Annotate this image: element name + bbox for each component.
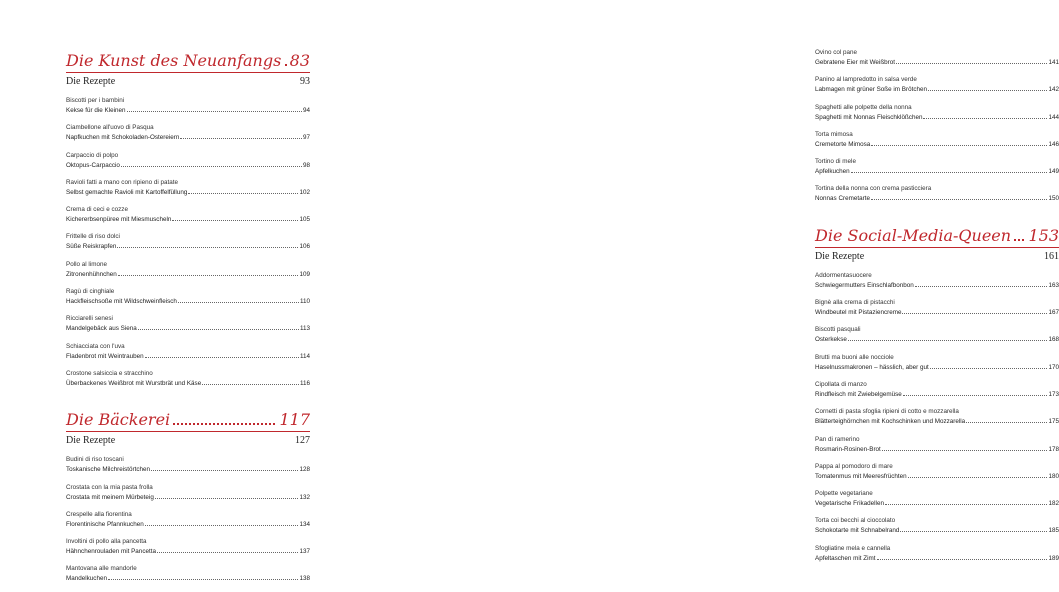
- entry-german-line: [815, 390, 1059, 400]
- entry-italian-title: Cornetti di pasta sfoglia ripieni di cotto e mozzarella: [815, 408, 959, 416]
- entry-leader-dots: [877, 559, 1048, 560]
- toc-entry[interactable]: [815, 184, 1059, 204]
- entry-german-line: [815, 554, 1059, 564]
- entry-page-number: 137: [299, 548, 310, 556]
- entry-leader-dots: [966, 422, 1047, 423]
- entry-german-line: [815, 85, 1059, 95]
- entry-german-line: [815, 417, 1059, 427]
- entry-german-line: [66, 465, 310, 475]
- entry-german-title: Tomatenmus mit Meeresfrüchten: [815, 472, 907, 480]
- entry-german-title: Gebratene Eier mit Weißbrot: [815, 59, 896, 66]
- rezepte-label: Die Rezepte: [66, 435, 116, 447]
- section-spacer: [66, 396, 310, 407]
- entry-german-title: Kekse für die Kleinen: [66, 107, 126, 114]
- entry-page-number: 185: [1048, 527, 1059, 535]
- section-title-text: Die Social-Media-Queen: [815, 225, 1012, 245]
- entry-german-line: [815, 445, 1059, 455]
- section-title-text: Die Bäckerei: [66, 410, 171, 430]
- entry-german-line: [815, 113, 1059, 123]
- entry-german-line: [66, 215, 310, 225]
- entry-leader-dots: [108, 579, 299, 580]
- entry-italian-title: Polpette vegetariane: [815, 490, 873, 498]
- entry-german-line: [815, 58, 1059, 68]
- entry-leader-dots: [145, 357, 299, 358]
- entry-german-line: [66, 270, 310, 280]
- toc-entry[interactable]: [815, 544, 1059, 564]
- entry-leader-dots: [915, 286, 1048, 287]
- rezepte-label: Die Rezepte: [66, 76, 116, 87]
- entry-leader-dots: [151, 470, 298, 471]
- entry-leader-dots: [121, 166, 302, 167]
- entry-german-title: Schokotarte mit Schnabelrand: [815, 527, 900, 535]
- toc-entry[interactable]: [815, 103, 1059, 123]
- entry-german-line: [815, 335, 1059, 345]
- entry-german-line: [815, 472, 1059, 482]
- section-title: [66, 48, 310, 70]
- entry-german-title: Nonnas Cremetarte: [815, 195, 870, 203]
- entry-german-line: [815, 308, 1059, 318]
- entry-page-number: 189: [1048, 554, 1059, 562]
- rezepte-header: [66, 76, 310, 87]
- entry-german-title: Florentinische Pfannkuchen: [66, 520, 144, 528]
- entry-german-title: Rosmarin-Rosinen-Brot: [815, 445, 881, 453]
- entry-german-title: Vegetarische Frikadellen: [815, 500, 884, 508]
- entry-page-number: 170: [1048, 363, 1059, 371]
- entry-leader-dots: [127, 111, 302, 112]
- entry-italian-title: Biscotti per i bambini: [66, 97, 125, 104]
- entry-page-number: 106: [299, 243, 310, 251]
- entry-german-line: [66, 188, 310, 198]
- entry-german-line: [66, 493, 310, 503]
- section-divider: [66, 72, 310, 73]
- entry-german-title: Selbst gemachte Ravioli mit Kartoffelfüllung: [66, 188, 188, 196]
- entry-german-line: [815, 281, 1059, 291]
- entry-leader-dots: [180, 138, 302, 139]
- toc-entry[interactable]: [815, 435, 1059, 455]
- section-title-text: Die Kunst des Neuanfangs: [66, 51, 282, 70]
- entry-page-number: 168: [1048, 336, 1059, 344]
- entry-leader-dots: [138, 329, 299, 330]
- entry-german-title: Rindfleisch mit Zwiebelgemüse: [815, 390, 902, 398]
- entry-german-title: Toskanische Milchreistörtchen: [66, 466, 150, 474]
- toc-entry[interactable]: [815, 462, 1059, 482]
- entry-italian-title: Frittelle di riso dolci: [66, 233, 120, 241]
- entry-page-number: 173: [1048, 390, 1059, 398]
- entry-leader-dots: [871, 145, 1047, 146]
- toc-entry[interactable]: [815, 325, 1059, 345]
- toc-entry[interactable]: [815, 271, 1059, 291]
- entry-page-number: 141: [1048, 59, 1059, 66]
- toc-entry[interactable]: [66, 510, 310, 530]
- entry-leader-dots: [155, 498, 299, 499]
- entry-italian-title: Biscotti pasquali: [815, 326, 861, 334]
- entry-page-number: 149: [1048, 168, 1059, 176]
- entry-leader-dots: [896, 63, 1047, 64]
- entry-german-title: Hackfleischsoße mit Wildschweinfleisch: [66, 298, 177, 306]
- toc-entry[interactable]: [815, 298, 1059, 318]
- entry-italian-title: Ciambellone all'uovo di Pasqua: [66, 124, 154, 132]
- entry-german-line: [815, 140, 1059, 150]
- entry-german-line: [815, 526, 1059, 536]
- toc-entry[interactable]: [815, 130, 1059, 150]
- toc-entry[interactable]: [66, 537, 310, 557]
- entry-german-title: Zitronenhühnchen: [66, 270, 117, 278]
- toc-entry[interactable]: [66, 123, 310, 143]
- entry-german-line: [815, 363, 1059, 373]
- section-divider: [66, 431, 310, 432]
- entry-page-number: 167: [1048, 309, 1059, 317]
- entry-leader-dots: [851, 172, 1048, 173]
- entry-page-number: 150: [1048, 195, 1059, 203]
- entry-german-title: Crostata mit meinem Mürbeteig: [66, 493, 154, 501]
- entry-italian-title: Torta coi becchi al cioccolato: [815, 517, 896, 525]
- entry-leader-dots: [145, 525, 299, 526]
- entry-german-title: Blätterteighörnchen mit Kochschinken und Mozzarella: [815, 418, 966, 426]
- entry-page-number: 114: [299, 352, 310, 360]
- entry-page-number: 163: [1048, 281, 1059, 289]
- toc-entry[interactable]: [66, 287, 310, 307]
- entry-italian-title: Addormentasuocere: [815, 271, 872, 279]
- section-spacer: [815, 212, 1059, 223]
- entry-page-number: 116: [299, 379, 310, 387]
- entry-leader-dots: [882, 450, 1048, 451]
- entry-german-title: Schwiegermutters Einschlafbonbon: [815, 281, 914, 289]
- entry-leader-dots: [157, 552, 299, 553]
- entry-italian-title: Ravioli fatti a mano con ripieno di patate: [66, 178, 179, 186]
- entry-page-number: 138: [299, 575, 310, 583]
- rezepte-page: 127: [295, 435, 310, 447]
- toc-entry[interactable]: [66, 232, 310, 252]
- entry-german-title: Haselnussmakronen – hässlich, aber gut: [815, 363, 929, 371]
- entry-page-number: 102: [299, 188, 310, 196]
- section-divider: [815, 247, 1059, 248]
- rezepte-header: [815, 251, 1059, 262]
- entry-german-title: Mandelkuchen: [66, 575, 107, 583]
- right-toc-column: [815, 48, 1059, 571]
- toc-entry[interactable]: [815, 75, 1059, 95]
- entry-page-number: 132: [299, 493, 310, 501]
- entry-german-line: [66, 297, 310, 307]
- left-toc-column: [66, 48, 310, 592]
- entry-leader-dots: [848, 340, 1048, 341]
- section-title: [815, 223, 1059, 245]
- entry-german-line: [66, 520, 310, 530]
- section-title: [66, 407, 310, 429]
- entry-german-line: [66, 324, 310, 334]
- entry-italian-title: Schiacciata con l'uva: [66, 342, 125, 350]
- entry-page-number: 134: [299, 520, 310, 528]
- toc-entry[interactable]: [66, 455, 310, 475]
- entry-german-line: [66, 106, 310, 116]
- entry-leader-dots: [172, 220, 298, 221]
- entry-german-title: Überbackenes Weißbrot mit Wurstbrät und Käse: [66, 379, 202, 387]
- entry-leader-dots: [117, 247, 298, 248]
- entry-italian-title: Cipollata di manzo: [815, 380, 867, 388]
- entry-german-line: [66, 133, 310, 143]
- entry-page-number: 97: [302, 134, 310, 142]
- entry-german-title: Windbeutel mit Pistaziencreme: [815, 309, 902, 317]
- entry-italian-title: Tortina della nonna con crema pasticciera: [815, 185, 932, 193]
- entry-leader-dots: [188, 193, 298, 194]
- toc-entry[interactable]: [815, 380, 1059, 400]
- entry-german-title: Kichererbsenpüree mit Miesmuscheln: [66, 216, 172, 224]
- entry-german-line: [815, 194, 1059, 204]
- toc-entry[interactable]: [815, 353, 1059, 373]
- right-page: [375, 0, 1059, 562]
- entry-leader-dots: [930, 368, 1048, 369]
- entry-italian-title: Sfogliatine mela e cannella: [815, 544, 891, 552]
- entry-leader-dots: [885, 504, 1048, 505]
- entry-page-number: 146: [1048, 140, 1059, 148]
- entry-page-number: 110: [299, 298, 310, 306]
- entry-italian-title: Ragù di cinghiale: [66, 288, 115, 296]
- toc-entry[interactable]: [66, 96, 310, 116]
- entry-german-line: [66, 161, 310, 171]
- toc-entry[interactable]: [66, 205, 310, 225]
- entry-german-title: Apfeltaschen mit Zimt: [815, 554, 876, 562]
- entry-italian-title: Pollo al limone: [66, 260, 107, 268]
- entry-german-title: Osterkekse: [815, 336, 847, 344]
- entry-page-number: 182: [1048, 500, 1059, 508]
- entry-leader-dots: [202, 384, 299, 385]
- toc-entry[interactable]: [815, 489, 1059, 509]
- entry-german-title: Spaghetti mit Nonnas Fleischklößchen: [815, 113, 923, 121]
- entry-page-number: 180: [1048, 472, 1059, 480]
- entry-italian-title: Spaghetti alle polpette della nonna: [815, 103, 912, 111]
- toc-entry[interactable]: [66, 342, 310, 362]
- entry-german-title: Cremetorte Mimosa: [815, 140, 871, 148]
- entry-italian-title: Pan di ramerino: [815, 435, 860, 443]
- entry-page-number: 144: [1048, 113, 1059, 121]
- entry-page-number: 175: [1048, 418, 1059, 426]
- entry-page-number: 98: [302, 161, 310, 169]
- toc-entry[interactable]: [66, 260, 310, 280]
- entry-italian-title: Pappa al pomodoro di mare: [815, 462, 893, 470]
- entry-italian-title: Crostone salsiccia e stracchino: [66, 369, 153, 377]
- toc-entry[interactable]: [815, 157, 1059, 177]
- entry-italian-title: Ricciarelli senesi: [66, 315, 113, 323]
- entry-german-line: [815, 499, 1059, 509]
- entry-leader-dots: [902, 313, 1047, 314]
- section-title-page: 153: [1028, 225, 1059, 245]
- toc-entry[interactable]: [66, 178, 310, 198]
- entry-italian-title: Budini di riso toscani: [66, 456, 124, 464]
- entry-page-number: 142: [1048, 86, 1059, 94]
- entry-german-title: Oktopus-Carpaccio: [66, 161, 120, 169]
- entry-leader-dots: [923, 118, 1047, 119]
- entry-german-title: Süße Reiskrapfen: [66, 243, 117, 251]
- entry-italian-title: Bignè alla crema di pistacchi: [815, 299, 895, 307]
- entry-german-line: [66, 352, 310, 362]
- entry-page-number: 128: [299, 466, 310, 474]
- rezepte-page: 161: [1044, 250, 1059, 262]
- entry-italian-title: Ovino col pane: [815, 49, 858, 56]
- toc-entry[interactable]: [66, 369, 310, 389]
- entry-german-line: [66, 242, 310, 252]
- entry-leader-dots: [871, 199, 1048, 200]
- entry-italian-title: Crostata con la mia pasta frolla: [66, 483, 153, 491]
- entry-german-title: Napfkuchen mit Schokoladen-Ostereiern: [66, 134, 180, 142]
- entry-italian-title: Crema di ceci e cozze: [66, 206, 128, 214]
- entry-leader-dots: [178, 302, 299, 303]
- entry-italian-title: Panino al lampredotto in salsa verde: [815, 76, 917, 84]
- entry-page-number: 178: [1048, 445, 1059, 453]
- rezepte-header: [66, 435, 310, 446]
- entry-german-line: [66, 379, 310, 389]
- entry-italian-title: Brutti ma buoni alle nocciole: [815, 353, 894, 361]
- entry-italian-title: Mantovana alle mandorle: [66, 565, 137, 573]
- entry-italian-title: Carpaccio di polpo: [66, 151, 119, 159]
- toc-entry[interactable]: [66, 483, 310, 503]
- entry-german-title: Mandelgebäck aus Siena: [66, 325, 137, 333]
- toc-entry[interactable]: [815, 48, 1059, 68]
- entry-leader-dots: [928, 90, 1047, 91]
- section-title-page: 117: [279, 410, 310, 430]
- entry-leader-dots: [900, 531, 1047, 532]
- entry-page-number: 105: [299, 216, 310, 224]
- entry-leader-dots: [908, 477, 1048, 478]
- entry-german-title: Fladenbrot mit Weintrauben: [66, 352, 144, 360]
- section-title-page: 83: [289, 51, 310, 70]
- entry-german-line: [66, 574, 310, 584]
- toc-entry[interactable]: [815, 407, 1059, 427]
- entry-page-number: 94: [302, 107, 310, 114]
- entry-leader-dots: [903, 395, 1048, 396]
- entry-german-title: Apfelkuchen: [815, 168, 850, 176]
- entry-italian-title: Torta mimosa: [815, 130, 853, 138]
- rezepte-page: 93: [300, 76, 310, 87]
- entry-german-title: Hähnchenrouladen mit Pancetta: [66, 548, 156, 556]
- entry-page-number: 109: [299, 270, 310, 278]
- entry-italian-title: Involtini di pollo alla pancetta: [66, 538, 147, 546]
- entry-italian-title: Crespelle alla fiorentina: [66, 510, 132, 518]
- entry-page-number: 113: [299, 325, 310, 333]
- toc-entry[interactable]: [66, 314, 310, 334]
- entry-german-title: Labmagen mit grüner Soße im Brötchen: [815, 86, 928, 94]
- rezepte-label: Die Rezepte: [815, 250, 865, 262]
- toc-entry[interactable]: [815, 516, 1059, 536]
- left-page: [0, 0, 375, 583]
- entry-leader-dots: [118, 275, 299, 276]
- toc-entry[interactable]: [66, 564, 310, 584]
- entry-german-line: [66, 547, 310, 557]
- entry-german-line: [815, 167, 1059, 177]
- entry-italian-title: Tortino di mele: [815, 158, 856, 166]
- toc-entry[interactable]: [66, 151, 310, 171]
